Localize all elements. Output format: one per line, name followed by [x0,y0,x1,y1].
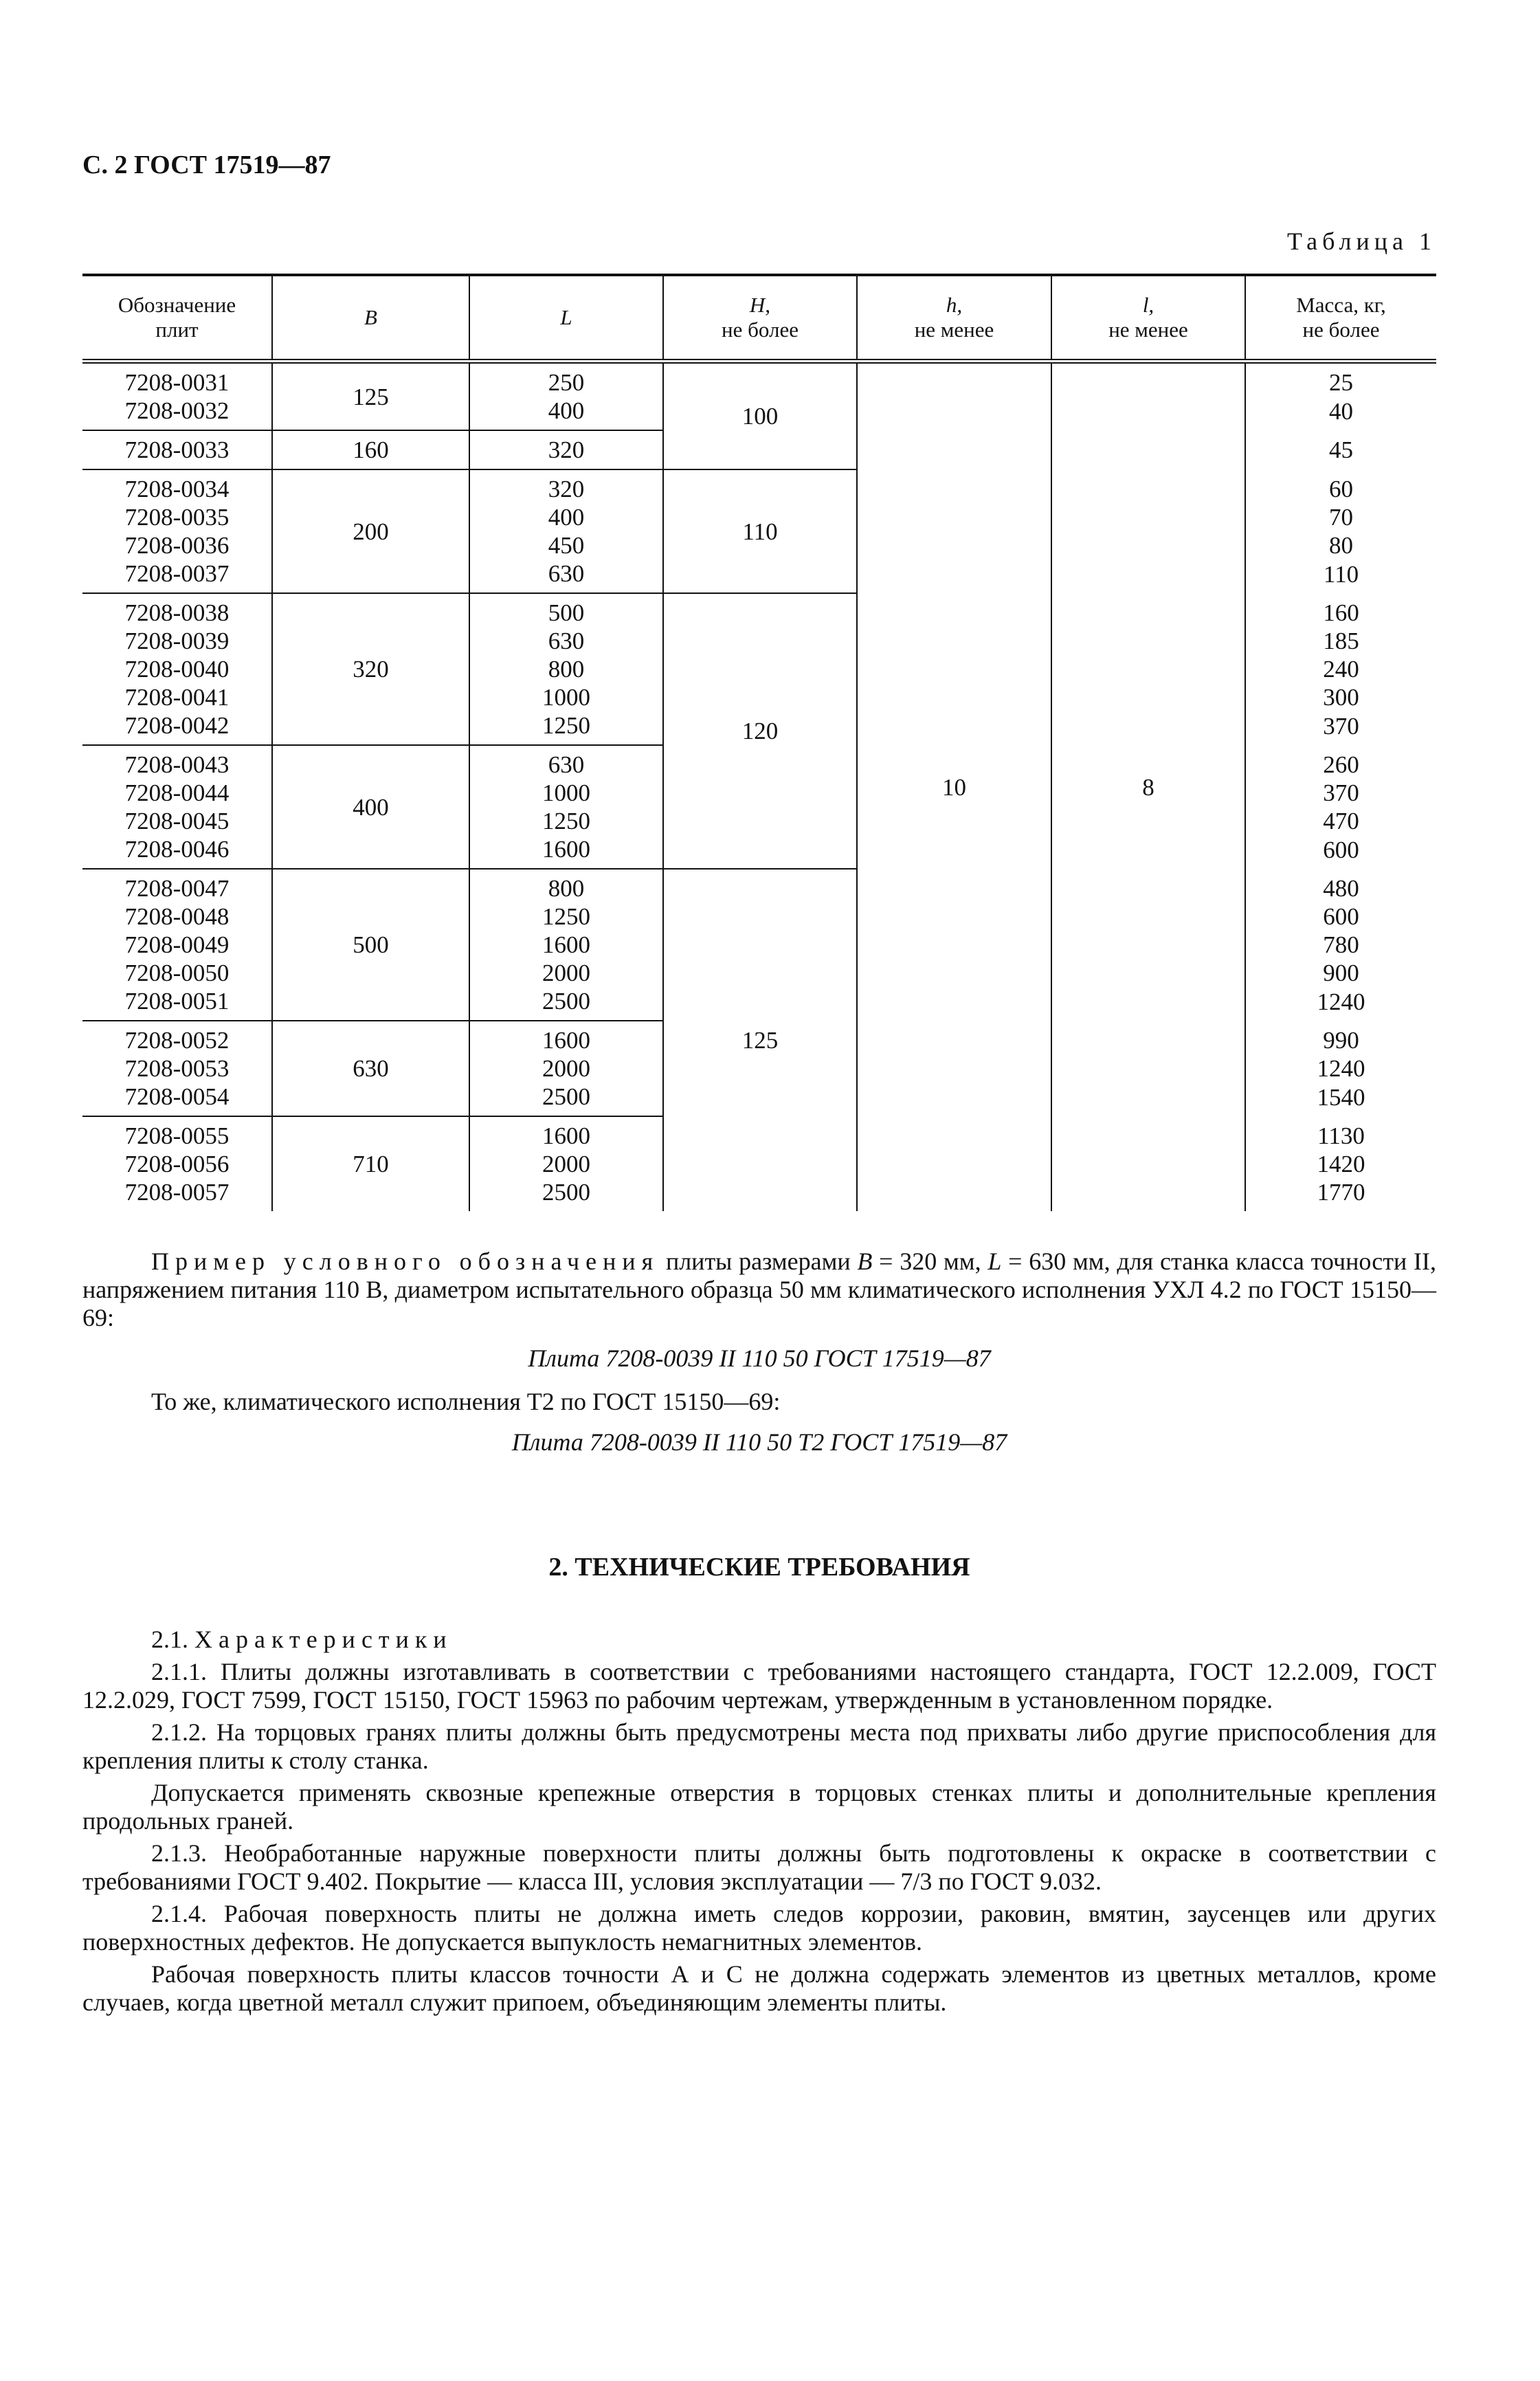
mass-cell: 45 [1245,430,1436,469]
column-header [663,275,857,362]
l-cell: 2500 [469,1083,663,1116]
mass-cell: 370 [1245,711,1436,745]
same-paragraph: То же, климатического исполнения Т2 по ГОСТ 15150—69: [151,1388,781,1415]
example-lead: Пример условного обозначения [151,1248,660,1275]
l-cell: 630 [469,745,663,779]
symbol-b: B [857,1248,873,1275]
symbol-l: L [987,1248,1002,1275]
column-header [82,275,272,362]
mass-cell: 470 [1245,807,1436,835]
example-section [82,1248,1436,1472]
l-cell: 800 [469,655,663,683]
mass-cell: 300 [1245,683,1436,711]
l-min-cell: 8 [1051,362,1245,1212]
b-cell: 125 [272,362,469,431]
l-cell: 1250 [469,902,663,931]
column-header [1245,275,1436,362]
column-header-sub: не менее [1108,318,1188,342]
requirement-paragraph: 2.1.4. Рабочая поверхность плиты не должна иметь следов коррозии, раковин, вмятин, заусенцев или других поверхностных дефектов. Не допускается выпуклость немагнитных элементов. [82,1900,1436,1956]
h-max-cell: 125 [663,869,857,1211]
l-cell: 1000 [469,779,663,807]
designation-cell: 7208-0035 [124,504,230,531]
subsection-title: Характеристики [194,1626,453,1653]
mass-cell: 600 [1245,902,1436,931]
b-cell: 630 [272,1021,469,1116]
designation-cell: 7208-0057 [124,1179,230,1206]
mass-cell: 1130 [1245,1116,1436,1150]
designation-cell: 7208-0044 [124,779,230,806]
designation-cell: 7208-0033 [82,430,272,469]
l-cell: 400 [469,397,663,430]
l-cell: 630 [469,560,663,593]
l-cell: 1600 [469,835,663,869]
page-header: С. 2 ГОСТ 17519—87 [82,151,331,179]
designation-cell: 7208-0052 [82,1021,272,1054]
l-cell: 1000 [469,683,663,711]
mass-cell: 110 [1245,560,1436,593]
designation-cell: 7208-0037 [124,560,230,587]
column-header-main: Масса, кг, [1296,293,1386,317]
l-cell: 1600 [469,1116,663,1150]
designation-example-2: Плита 7208-0039 II 110 50 Т2 ГОСТ 17519—87 [511,1428,1007,1456]
requirement-paragraph: Рабочая поверхность плиты классов точности А и С не должна содержать элементов из цветных металлов, кроме случаев, когда цветной металл служит припоем, объединяющим элементы плиты. [82,1960,1436,2016]
designation-cell: 7208-0038 [82,593,272,627]
b-cell: 320 [272,593,469,745]
b-cell: 500 [272,869,469,1021]
h-max-cell: 110 [663,469,857,593]
mass-cell: 1240 [1245,987,1436,1021]
designation-cell: 7208-0047 [82,869,272,902]
b-cell: 400 [272,745,469,869]
column-header-main: h, [946,293,963,317]
designation-cell: 7208-0049 [124,931,230,958]
requirement-paragraph: 2.1.3. Необработанные наружные поверхности плиты должны быть подготовлены к окраске в соответствии с требованиями ГОСТ 9.402. Покрытие — класса III, условия эксплуатации — 7/3 по ГОСТ 9.032. [82,1839,1436,1895]
example-text: плиты размерами [659,1248,858,1275]
table-row [82,362,1436,397]
mass-cell: 1770 [1245,1178,1436,1211]
mass-cell: 780 [1245,931,1436,959]
subsection-number: 2.1. [151,1626,194,1653]
l-cell: 1600 [469,1021,663,1054]
section-title: 2. ТЕХНИЧЕСКИЕ ТРЕБОВАНИЯ [548,1553,970,1582]
l-cell: 320 [469,469,663,503]
designation-cell: 7208-0042 [124,712,230,739]
requirement-paragraph: Допускается применять сквозные крепежные отверстия в торцовых стенках плиты и дополнительные крепления продольных граней. [82,1779,1436,1835]
column-header-main: B [364,305,377,329]
l-cell: 400 [469,503,663,531]
l-cell: 1600 [469,931,663,959]
designation-cell: 7208-0040 [124,656,230,683]
mass-cell: 900 [1245,959,1436,987]
l-cell: 800 [469,869,663,902]
l-cell: 2500 [469,987,663,1021]
b-cell: 200 [272,469,469,593]
l-cell: 1250 [469,711,663,745]
column-header-sub: плит [155,318,199,342]
h-min-cell: 10 [857,362,1051,1212]
b-cell: 160 [272,430,469,469]
mass-cell: 1240 [1245,1054,1436,1083]
l-cell: 500 [469,593,663,627]
designation-cell: 7208-0054 [124,1083,230,1110]
column-header-main: H, [749,293,771,317]
designation-cell: 7208-0041 [124,684,230,711]
designation-cell: 7208-0056 [124,1151,230,1177]
requirement-paragraph: 2.1.2. На торцовых гранях плиты должны быть предусмотрены места под прихваты либо другие приспособления для крепления плиты к столу станка. [82,1718,1436,1774]
designation-cell: 7208-0032 [124,397,230,424]
designation-cell: 7208-0034 [82,469,272,503]
designation-cell: 7208-0048 [124,903,230,930]
designation-cell: 7208-0053 [124,1055,230,1082]
designation-cell: 7208-0055 [82,1116,272,1150]
column-header [857,275,1051,362]
l-cell: 1250 [469,807,663,835]
mass-cell: 40 [1245,397,1436,430]
column-header-main: Обозначение [118,293,236,317]
column-header-sub: не менее [914,318,994,342]
mass-cell: 240 [1245,655,1436,683]
mass-cell: 1540 [1245,1083,1436,1116]
designation-example-1: Плита 7208-0039 II 110 50 ГОСТ 17519—87 [528,1344,991,1372]
designation-cell: 7208-0050 [124,960,230,986]
mass-cell: 370 [1245,779,1436,807]
b-cell: 710 [272,1116,469,1211]
mass-cell: 60 [1245,469,1436,503]
l-cell: 2000 [469,1054,663,1083]
example-text: = 630 мм, для станка класса точности II, напряжением питания 110 В, диаметром испытательного образца 50 мм климатического исполнения УХЛ 4.2 по ГОСТ 15150—69: [82,1248,1436,1331]
designation-cell: 7208-0051 [124,988,230,1015]
column-header-main: l, [1142,293,1154,317]
mass-cell: 185 [1245,627,1436,655]
requirement-paragraph: 2.1.1. Плиты должны изготавливать в соответствии с требованиями настоящего стандарта, ГОСТ 12.2.009, ГОСТ 12.2.029, ГОСТ 7599, ГОСТ 15150, ГОСТ 15963 по рабочим чертежам, утвержденным в установленном порядке. [82,1658,1436,1714]
mass-cell: 480 [1245,869,1436,902]
column-header [469,275,663,362]
mass-cell: 160 [1245,593,1436,627]
designation-cell: 7208-0039 [124,628,230,654]
l-cell: 2500 [469,1178,663,1211]
designation-cell: 7208-0043 [82,745,272,779]
designation-cell: 7208-0045 [124,808,230,834]
plates-table [82,274,1436,1211]
mass-cell: 70 [1245,503,1436,531]
mass-cell: 1420 [1245,1150,1436,1178]
column-header-sub: не более [722,318,799,342]
example-paragraph [82,1248,1436,1332]
column-header [272,275,469,362]
l-cell: 320 [469,430,663,469]
column-header-sub: не более [1302,318,1380,342]
h-max-cell: 120 [663,593,857,869]
table-caption: Таблица 1 [1287,228,1436,255]
l-cell: 630 [469,627,663,655]
mass-cell: 260 [1245,745,1436,779]
requirements-section [82,1626,1436,2021]
column-header [1051,275,1245,362]
example-text: = 320 мм, [872,1248,988,1275]
mass-cell: 600 [1245,835,1436,869]
designation-cell: 7208-0046 [124,836,230,863]
mass-cell: 80 [1245,531,1436,560]
column-header-main: L [560,305,572,329]
l-cell: 450 [469,531,663,560]
mass-cell: 990 [1245,1021,1436,1054]
subsection-heading [82,1626,1436,1654]
l-cell: 2000 [469,959,663,987]
designation-cell: 7208-0036 [124,532,230,559]
h-max-cell: 100 [663,362,857,470]
designation-cell: 7208-0031 [124,369,230,396]
mass-cell: 25 [1245,362,1436,397]
l-cell: 2000 [469,1150,663,1178]
l-cell: 250 [469,362,663,397]
